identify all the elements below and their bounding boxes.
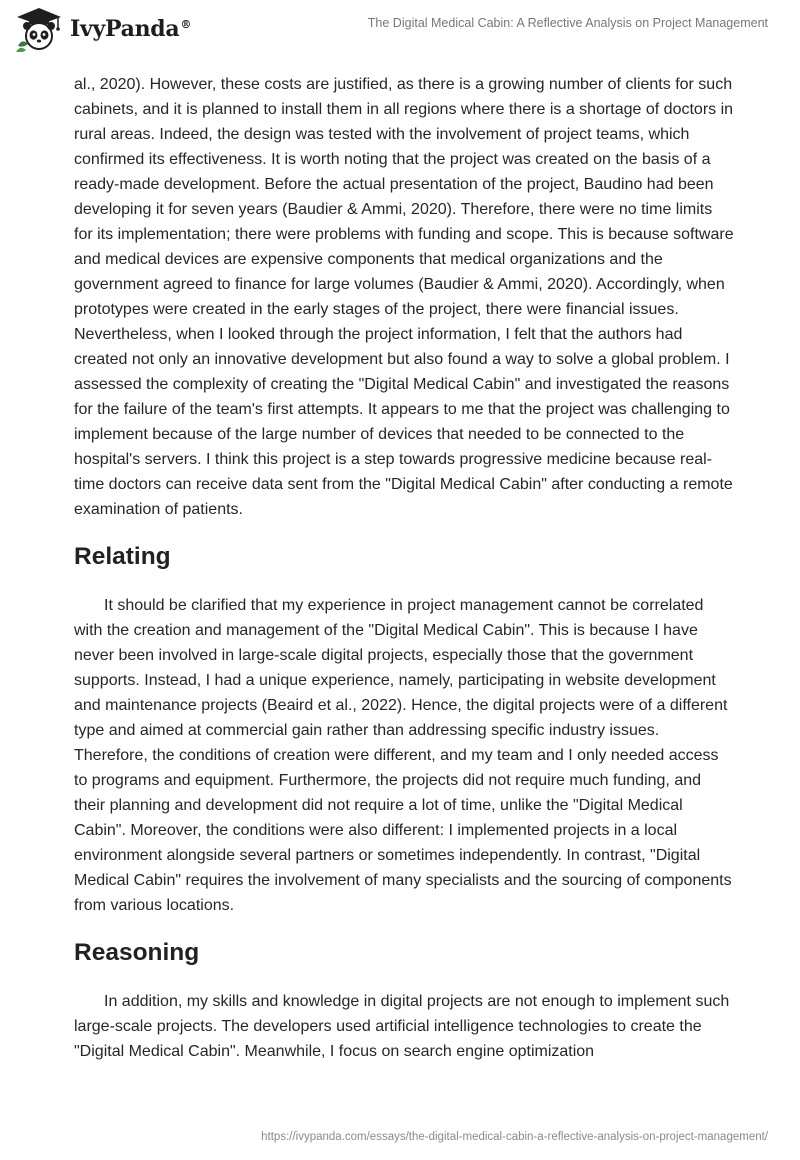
brand-name: IvyPanda® bbox=[70, 16, 192, 42]
page-header bbox=[0, 0, 800, 70]
document-title: The Digital Medical Cabin: A Reflective Analysis on Project Management bbox=[367, 16, 768, 30]
panda-graduate-icon bbox=[14, 6, 64, 52]
heading-reasoning: Reasoning bbox=[74, 939, 200, 966]
essay-body bbox=[74, 72, 734, 1064]
paragraph-reasoning: In addition, my skills and knowledge in digital projects are not enough to implement such large-scale projects. The developers used artificial intelligence technologies to create the "Digital Medical Cabin". Meanwhile, I focus on search engine optimization bbox=[74, 993, 730, 1060]
paragraph-continued: al., 2020). However, these costs are justified, as there is a growing number of clients for such cabinets, and it is planned to install them in all regions where there is a shortage of doctors in rural areas. Indeed, the design was tested with the involvement of project teams, which confirmed its effectiveness. It is worth noting that the project was created on the basis of a ready-made development. Before the actual presentation of the project, Baudino had been developing it for seven years (Baudier & Ammi, 2020). Therefore, there were no time limits for its implementation; there were problems with funding and scope. This is because software and medical devices are expensive components that medical organizations and the government agreed to finance for large volumes (Baudier & Ammi, 2020). Accordingly, when prototypes were created in the early stages of the project, there were financial issues. Nevertheless, when I looked through the project information, I felt that the authors had created not only an innovative development but also found a way to solve a global problem. I assessed the complexity of creating the "Digital Medical Cabin" and investigated the reasons for the failure of the team's first attempts. It appears to me that the project was challenging to implement because of the large number of devices that needed to be connected to the hospital's servers. I think this project is a step towards progressive medicine because real-time doctors can receive data sent from the "Digital Medical Cabin" after conducting a remote examination of patients. bbox=[74, 76, 734, 518]
registered-mark: ® bbox=[180, 17, 192, 31]
ivypanda-logo[interactable] bbox=[14, 6, 191, 52]
source-url[interactable]: https://ivypanda.com/essays/the-digital-medical-cabin-a-reflective-analysis-on-project-management/ bbox=[261, 1131, 768, 1143]
paragraph-relating: It should be clarified that my experience in project management cannot be correlated with the creation and management of the "Digital Medical Cabin". This is because I have never been involved in large-scale digital projects, especially those that the government supports. Instead, I had a unique experience, namely, participating in website development and maintenance projects (Beaird et al., 2022). Hence, the digital projects were of a different type and aimed at commercial gain rather than addressing specific industry issues. Therefore, the conditions of creation were different, and my team and I only needed access to programs and equipment. Furthermore, the projects did not require much funding, and their planning and development did not require a lot of time, unlike the "Digital Medical Cabin". Moreover, the conditions were also different: I implemented projects in a local environment alongside several partners or sometimes independently. In contrast, "Digital Medical Cabin" requires the involvement of many specialists and the sourcing of components from various locations. bbox=[74, 597, 732, 914]
heading-relating: Relating bbox=[74, 543, 171, 570]
